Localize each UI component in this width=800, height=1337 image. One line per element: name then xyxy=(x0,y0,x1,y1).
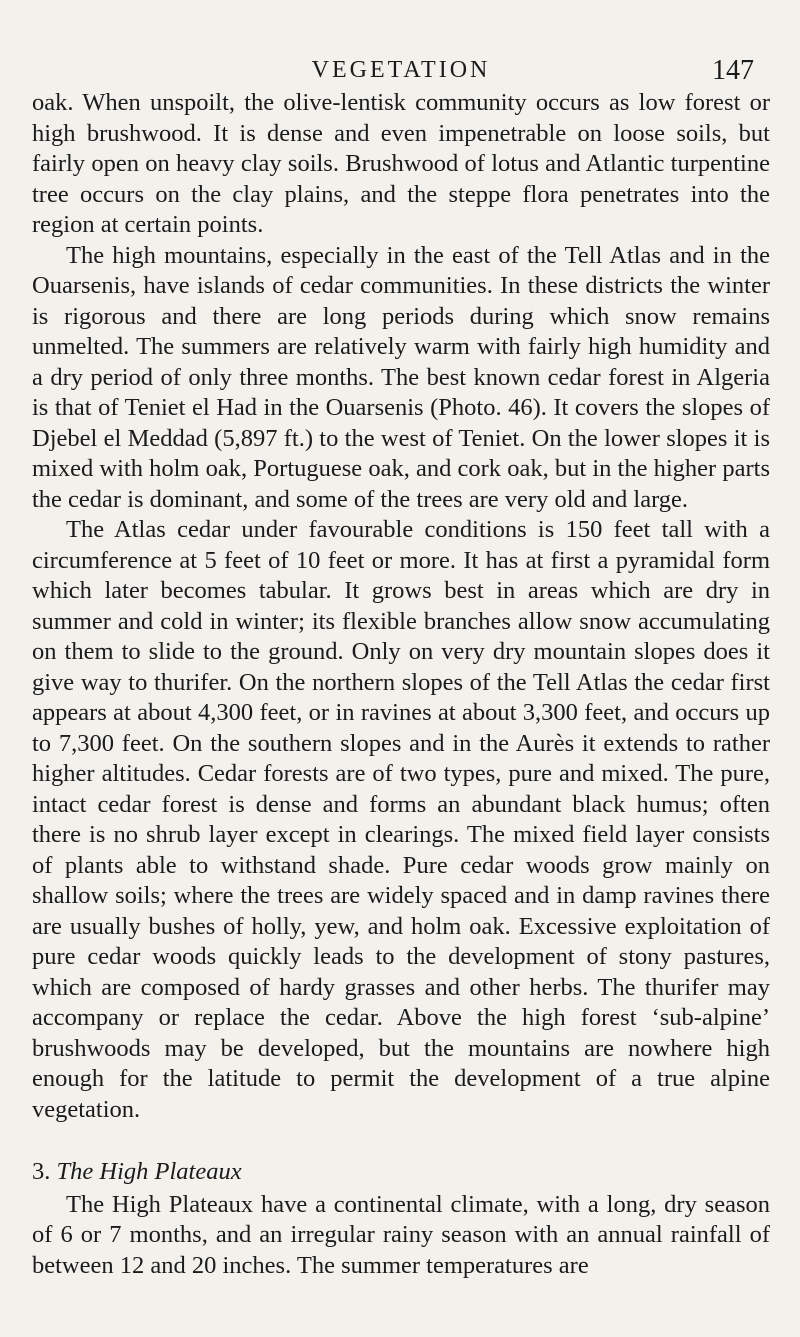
page-number: 147 xyxy=(712,55,754,86)
section-heading xyxy=(32,1157,770,1188)
section-title: The High Plateaux xyxy=(56,1158,242,1185)
paragraph-olive-lentisk: oak. When unspoilt, the olive-lentisk community occurs as low forest or high brushwood. It is dense and even impenetrable on loose soils, but fairly open on heavy clay soils. Brushwood of lotus and Atlantic turpentine tree occurs on the clay plains, and the steppe flora penetrates into the region at certain points. xyxy=(32,89,770,238)
running-header xyxy=(32,0,770,88)
paragraph-cedar-communities: The high mountains, especially in the east of the Tell Atlas and in the Ouarsenis, have islands of cedar communities. In these districts the winter is rigorous and there are long periods during which snow remains unmelted. The summers are relatively warm with fairly high humidity and a dry period of only three months. The best known cedar forest in Algeria is that of Teniet el Had in the Ouarsenis (Photo. 46). It covers the slopes of Djebel el Meddad (5,897 ft.) to the west of Teniet. On the lower slopes it is mixed with holm oak, Portuguese oak, and cork oak, but in the higher parts the cedar is dominant, and some of the trees are very old and large. xyxy=(32,241,770,513)
section-number: 3. xyxy=(32,1158,51,1185)
paragraph-high-plateaux: The High Plateaux have a continental climate, with a long, dry season of 6 or 7 months, and an irregular rainy season with an annual rainfall of between 12 and 20 inches. The summer temperatures are xyxy=(32,1190,770,1279)
body-text xyxy=(32,88,770,1281)
running-title: VEGETATION xyxy=(311,57,491,83)
paragraph-atlas-cedar: The Atlas cedar under favourable conditions is 150 feet tall with a circumference at 5 feet of 10 feet or more. It has at first a pyramidal form which later becomes tabular. It grows best in areas which are dry in summer and cold in winter; its flexible branches allow snow accumulating on them to slide to the ground. Only on very dry mountain slopes does it give way to thurifer. On the northern slopes of the Tell Atlas the cedar first appears at about 4,300 feet, or in ravines at about 3,300 feet, and occurs up to 7,300 feet. On the southern slopes and in the Aurès it extends to rather higher altitudes. Cedar forests are of two types, pure and mixed. The pure, intact cedar forest is dense and forms an abundant black humus; often there is no shrub layer except in clearings. The mixed field layer consists of plants able to withstand shade. Pure cedar woods grow mainly on shallow soils; where the trees are widely spaced and in damp ravines there are usually bushes of holly, yew, and holm oak. Excessive exploitation of pure cedar woods quickly leads to the development of stony pastures, which are composed of hardy grasses and other herbs. The thurifer may accompany or replace the cedar. Above the high forest ‘sub-alpine’ brushwoods may be developed, but the mountains are nowhere high enough for the latitude to permit the development of a true alpine vegetation. xyxy=(32,516,770,1123)
